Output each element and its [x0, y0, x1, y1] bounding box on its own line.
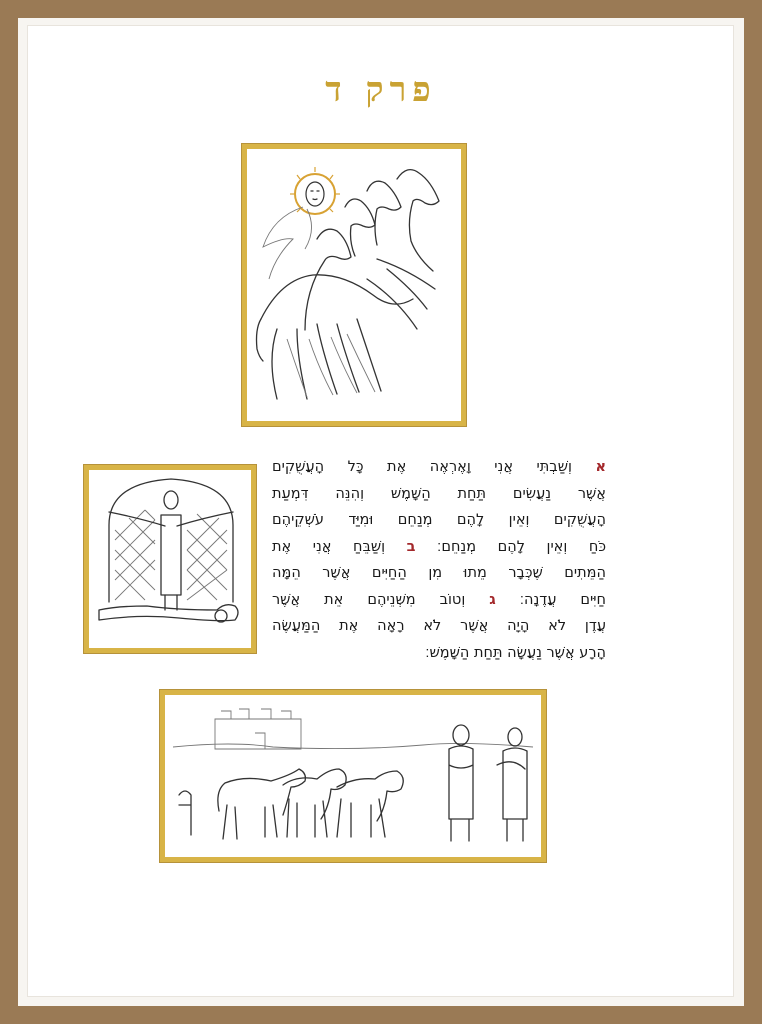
text-line: הָרָע אֲשֶׁר נַעֲשָׂה תַּחַת הַשָּׁמֶשׁ׃: [425, 644, 606, 661]
text-line: הַמֵּתִים שֶׁכְּבָר מֵתוּ מִן הַחַיִּים אֲשֶׁר הֵמָּה: [272, 565, 606, 581]
sun-and-horses-illustration: [242, 144, 466, 426]
oxen-and-city-illustration: [160, 690, 546, 862]
praying-figure-window-icon: [89, 470, 251, 648]
text-line: עֲדֶן לֹא הָיָה אֲשֶׁר לֹא רָאָה אֶת הַמַּעֲשֶׂה: [272, 618, 606, 634]
sun-chariot-horses-icon: [247, 149, 461, 421]
text-line: הָעֲשֻׁקִים וְאֵין לָהֶם מְנַחֵם וּמִיַּד עֹשְׁקֵיהֶם: [272, 512, 606, 528]
text-line: חַיִּים עֲדֶנָה׃ ג וְטוֹב מִשְּׁנֵיהֶם אֵת אֲשֶׁר: [272, 591, 606, 608]
figure-arms-raised-illustration: [84, 465, 256, 653]
verse-marker: א: [595, 459, 606, 475]
chapter-title: פרק ד: [325, 70, 437, 110]
scripture-text: [272, 454, 606, 666]
verse-marker: ב: [406, 538, 416, 555]
verse-marker: ג: [489, 591, 496, 608]
sun-halo-icon: [290, 167, 340, 214]
text-line: כֹּחַ וְאֵין לָהֶם מְנַחֵם׃ ב וְשַׁבֵּחַ אֲנִי אֶת: [272, 538, 607, 555]
oxen-city-men-icon: [165, 695, 541, 857]
text-line: אֲשֶׁר נַעֲשִׂים תַּחַת הַשָּׁמֶשׁ וְהִנֵּה דִּמְעַת: [272, 485, 606, 502]
text-line: א וְשַׁבְתִּי אֲנִי וָאֶרְאֶה אֶת כָּל הָעֲשֻׁקִים: [272, 459, 606, 475]
